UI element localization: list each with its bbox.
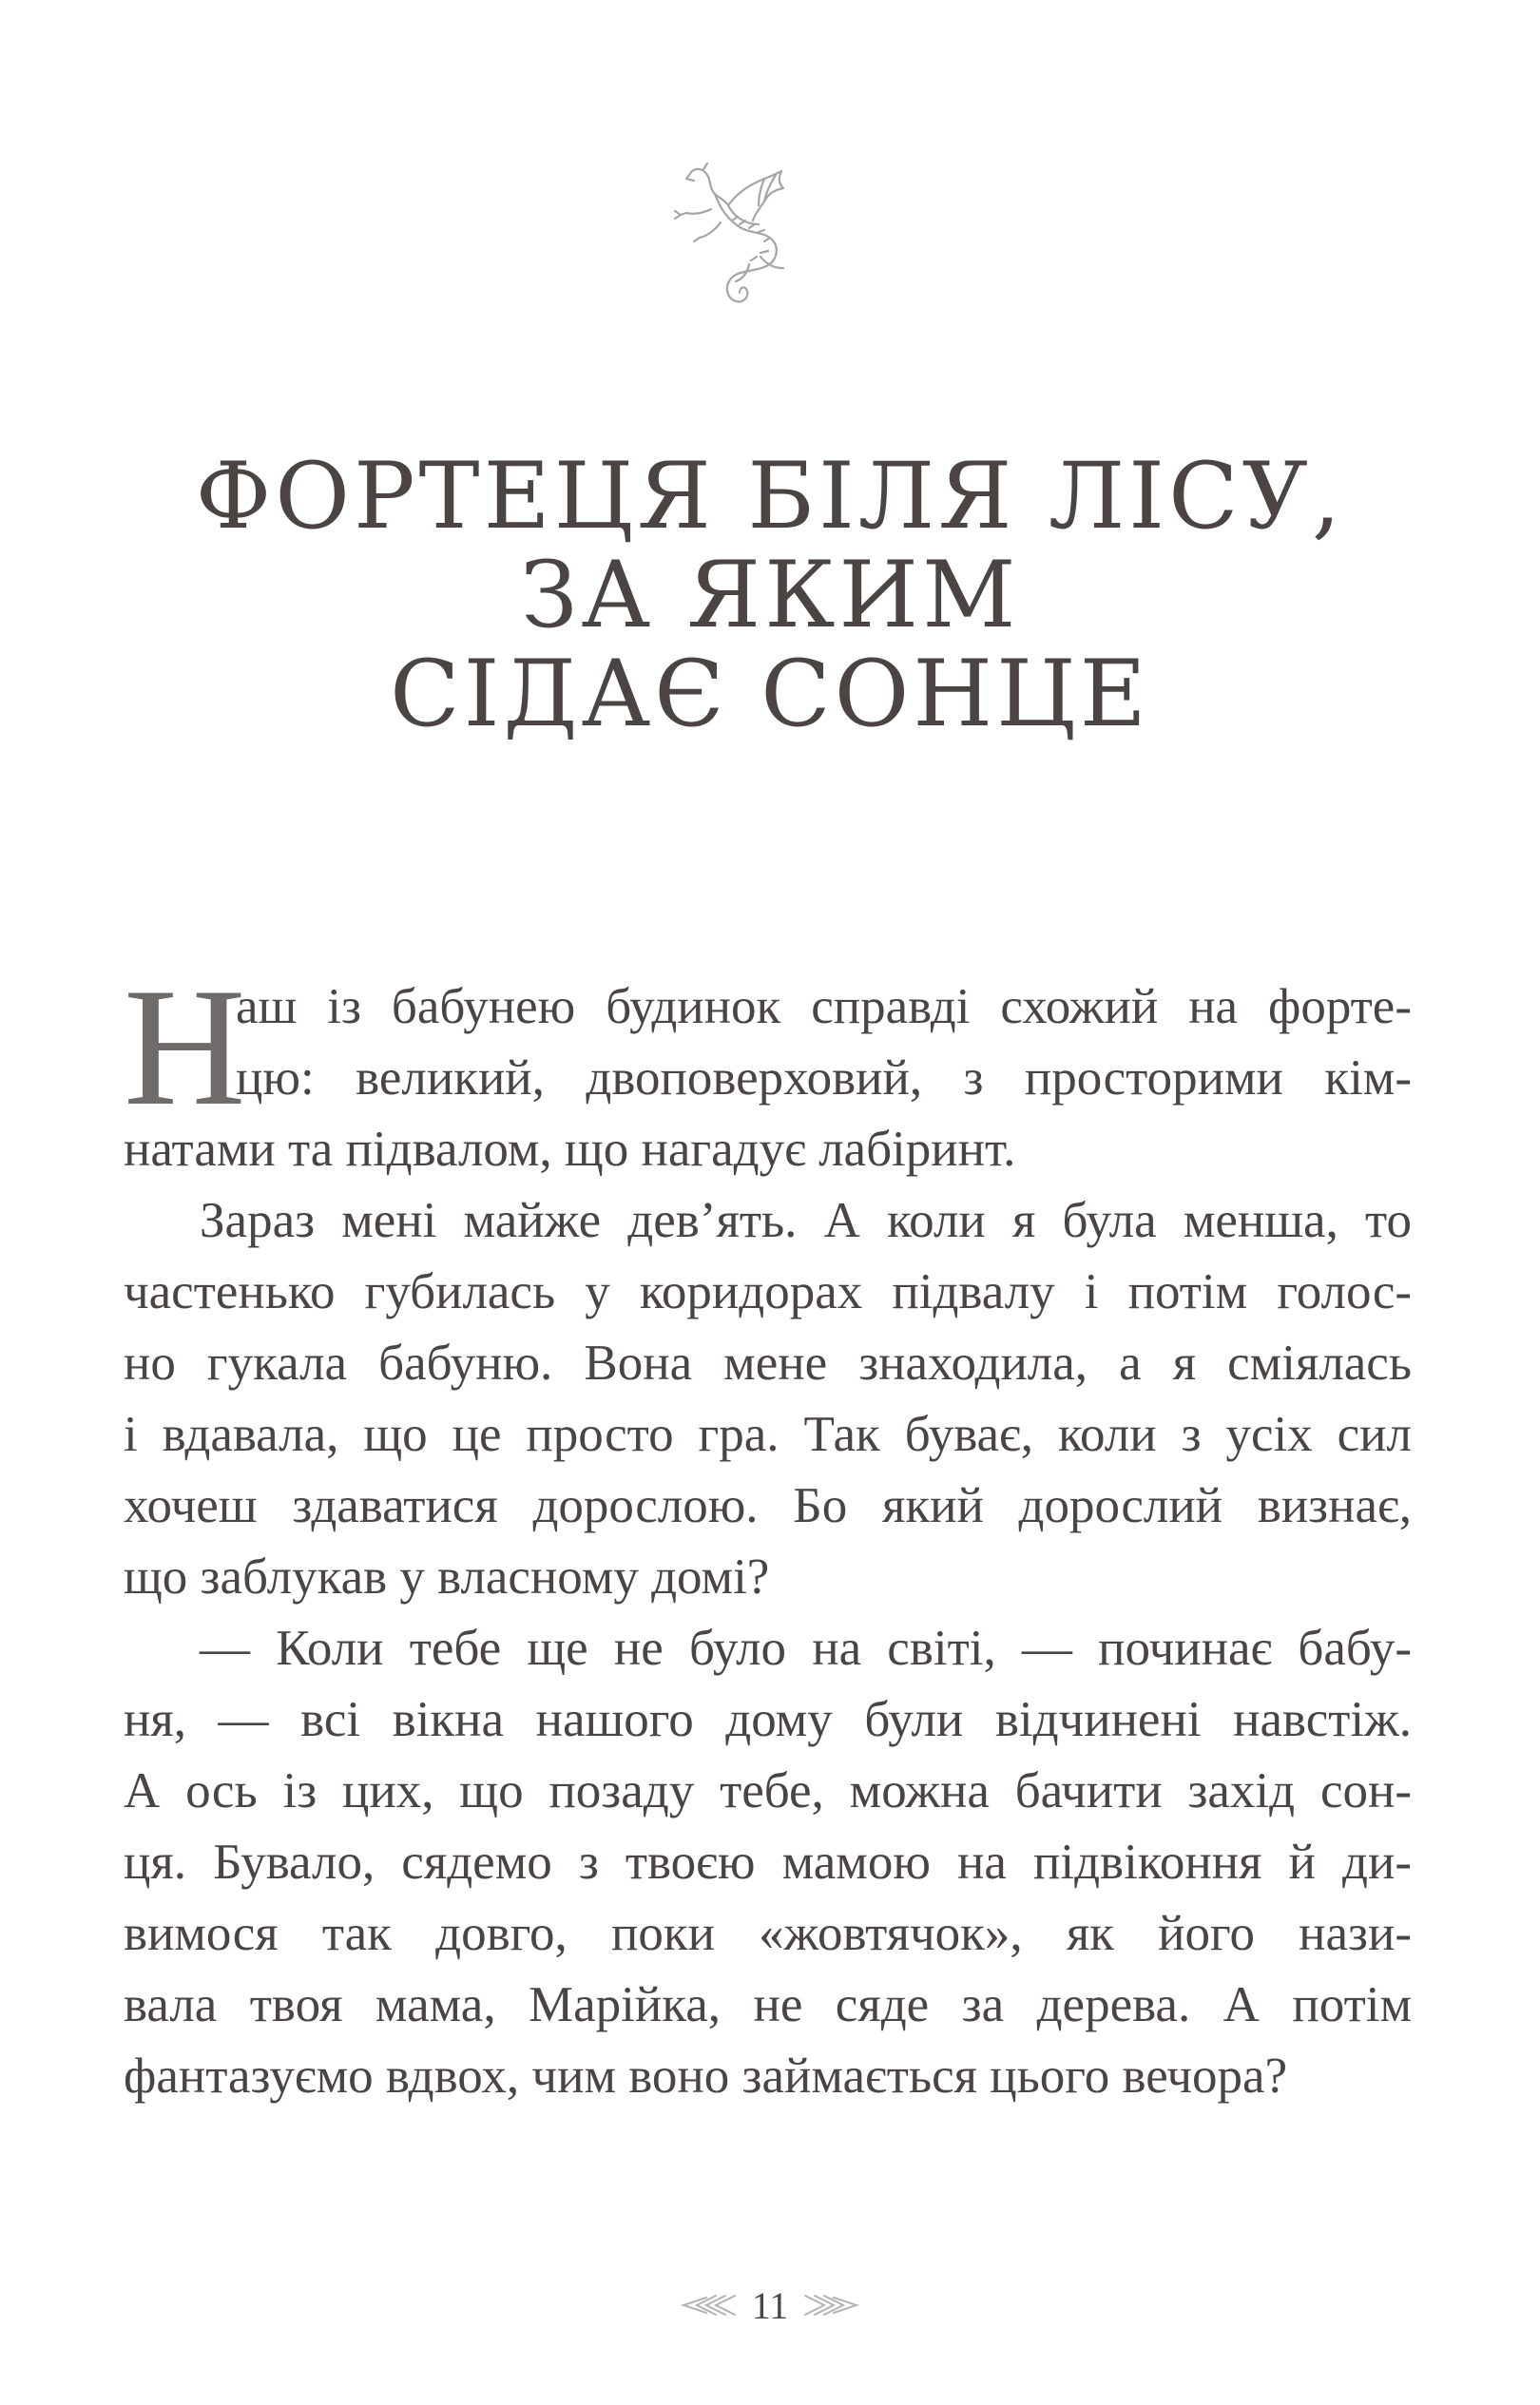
- text-line: ня, — всі вікна нашого дому були відчинені навстіж.: [124, 1692, 1412, 1747]
- text-line: і вдавала, що це просто гра. Так буває, коли з усіх сил: [124, 1407, 1412, 1462]
- text-line: вимося так довго, поки «жовтячок», як його нази-: [124, 1906, 1412, 1961]
- text-line: А ось із цих, що позаду тебе, можна бачити захід сон-: [124, 1763, 1412, 1818]
- chapter-title-line: СІДАЄ СОНЦЕ: [390, 641, 1150, 747]
- text-line: ця. Бувало, сядемо з твоєю мамою на підвіконня й ди-: [124, 1835, 1412, 1890]
- text-line: натами та підвалом, що нагадує лабіринт.: [124, 1122, 1016, 1177]
- text-line: аш із бабунею будинок справді схожий на форте-: [236, 979, 1412, 1034]
- body-text: [124, 952, 1412, 2112]
- chapter-title-line: ЗА ЯКИМ: [520, 542, 1020, 648]
- text-line: хочеш здаватися дорослою. Бо який дорослий визнає,: [124, 1478, 1412, 1533]
- text-line: но гукала бабуню. Вона мене знаходила, а я сміялась: [124, 1336, 1412, 1391]
- text-line: частенько губилась у коридорах підвалу і потім голос-: [124, 1264, 1412, 1319]
- text-line: — Коли тебе ще не було на світі, — починає бабу-: [200, 1621, 1412, 1676]
- text-line: що заблукав у власному домі?: [124, 1549, 770, 1605]
- drop-cap: Н: [124, 952, 246, 1141]
- chevron-right-ornament-icon: [801, 2292, 862, 2318]
- chapter-title-line: ФОРТЕЦЯ БІЛЯ ЛІСУ,: [195, 443, 1345, 549]
- text-line: фантазуємо вдвох, чим воно займається цього вечора?: [124, 2049, 1288, 2104]
- text-line: Зараз мені майже дев’ять. А коли я була менша, то: [200, 1193, 1412, 1248]
- dragon-icon: [665, 162, 846, 342]
- page-number: 11: [751, 2283, 789, 2327]
- text-line: вала твоя мама, Марійка, не сяде за дерева. А потім: [124, 1977, 1412, 2032]
- chapter-title: [124, 443, 1416, 747]
- chevron-left-ornament-icon: [678, 2292, 739, 2318]
- text-line: цю: великий, двоповерховий, з просторими кім-: [236, 1050, 1412, 1106]
- page-footer: [0, 2277, 1540, 2334]
